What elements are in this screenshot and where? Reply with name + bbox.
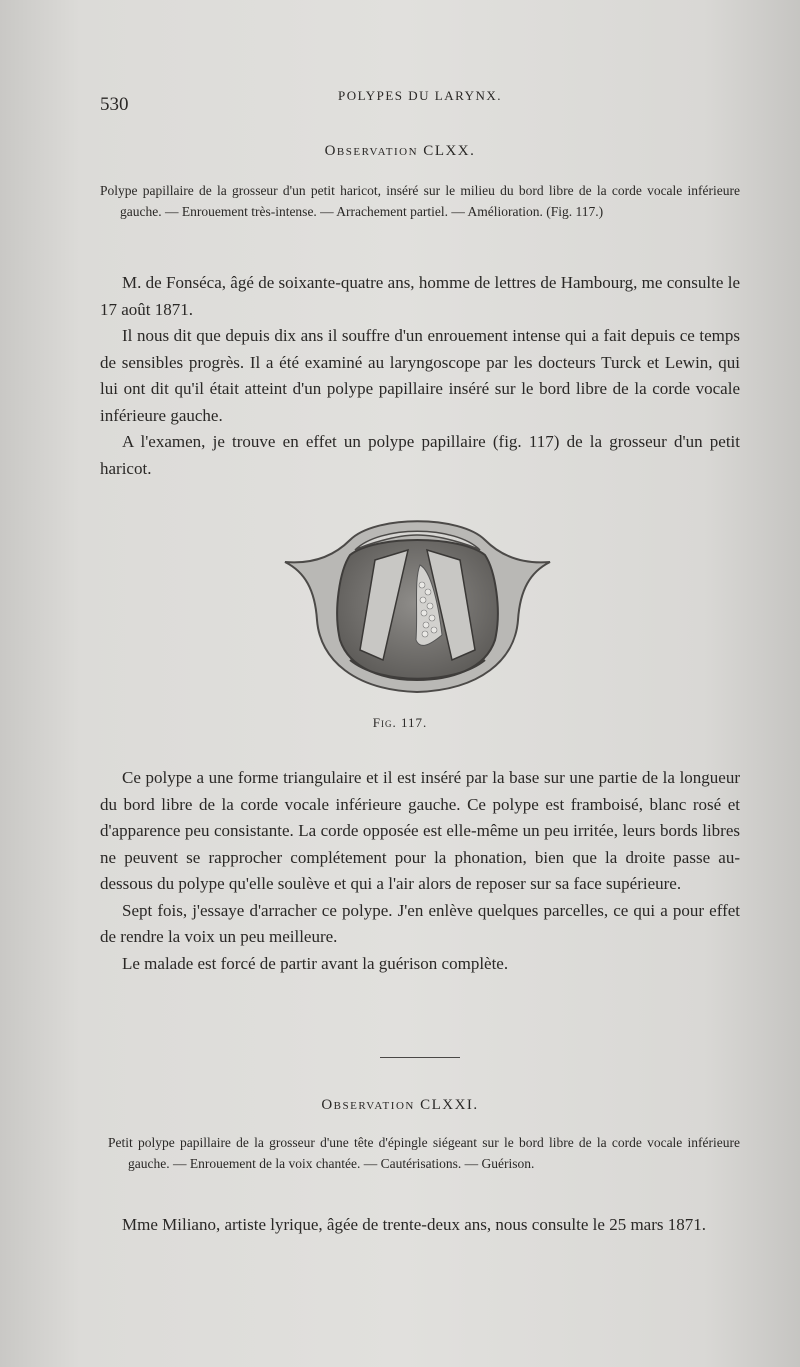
- paragraph: Il nous dit que depuis dix ans il souffre d'un enrouement intense qui a fait depuis ce temps de sensibles progrès. Il a été examiné au laryngoscope par les docteurs Turck et Lewin, qui lui ont dit qu'il était atteint d'un polype papillaire inséré sur le bord libre de la corde vocale inférieure gauche.: [100, 326, 740, 425]
- larynx-figure-illustration: [280, 510, 555, 700]
- paragraph: Le malade est forcé de partir avant la guérison complète.: [122, 953, 509, 973]
- observation-171-body: [100, 1212, 740, 1239]
- figure-caption: Fig. 117.: [372, 715, 428, 730]
- section-divider: [380, 1057, 460, 1058]
- paragraph: Mme Miliano, artiste lyrique, âgée de trente-deux ans, nous consulte le 25 mars 1871.: [122, 1215, 706, 1234]
- observation-170-body-continued: [100, 765, 740, 977]
- summary-text: Polype papillaire de la grosseur d'un petit haricot, inséré sur le milieu du bord libre de la corde vocale inférieure gauche. — Enrouement très-intense. — Arrachement partiel. — Amélioration. (Fig. 117.): [100, 183, 740, 219]
- observation-171-title: Observation CLXXI.: [321, 1097, 479, 1113]
- observation-170-summary: [100, 180, 740, 222]
- running-title: POLYPES DU LARYNX.: [337, 88, 503, 103]
- summary-text: Petit polype papillaire de la grosseur d'une tête d'épingle siégeant sur le bord libre de la corde vocale inférieure gauche. — Enrouement de la voix chantée. — Cautérisations. — Guérison.: [108, 1135, 740, 1171]
- paragraph: Sept fois, j'essaye d'arracher ce polype. J'en enlève quelques parcelles, ce qui a pour effet de rendre la voix un peu meilleure.: [100, 900, 740, 946]
- paragraph: M. de Fonséca, âgé de soixante-quatre ans, homme de lettres de Hambourg, me consulte le 17 août 1871.: [100, 273, 740, 319]
- page-header: [100, 88, 740, 118]
- observation-170-body: [100, 270, 740, 482]
- page-number: 530: [100, 94, 129, 115]
- paragraph: A l'examen, je trouve en effet un polype papillaire (fig. 117) de la grosseur d'un petit haricot.: [100, 432, 740, 478]
- paragraph: Ce polype a une forme triangulaire et il est inséré par la base sur une partie de la longueur du bord libre de la corde vocale inférieure gauche. Ce polype est framboisé, blanc rosé et d'apparence peu consistante. La corde opposée est elle-même un peu irritée, leurs bords libres ne peuvent se rapprocher complétement pour la phonation, bien que la droite passe au-dessous du polype qu'elle soulève et qui a l'air alors de reposer sur sa face supérieure.: [100, 768, 740, 893]
- observation-171-summary: [108, 1132, 740, 1174]
- observation-170-title: Observation CLXX.: [324, 143, 476, 159]
